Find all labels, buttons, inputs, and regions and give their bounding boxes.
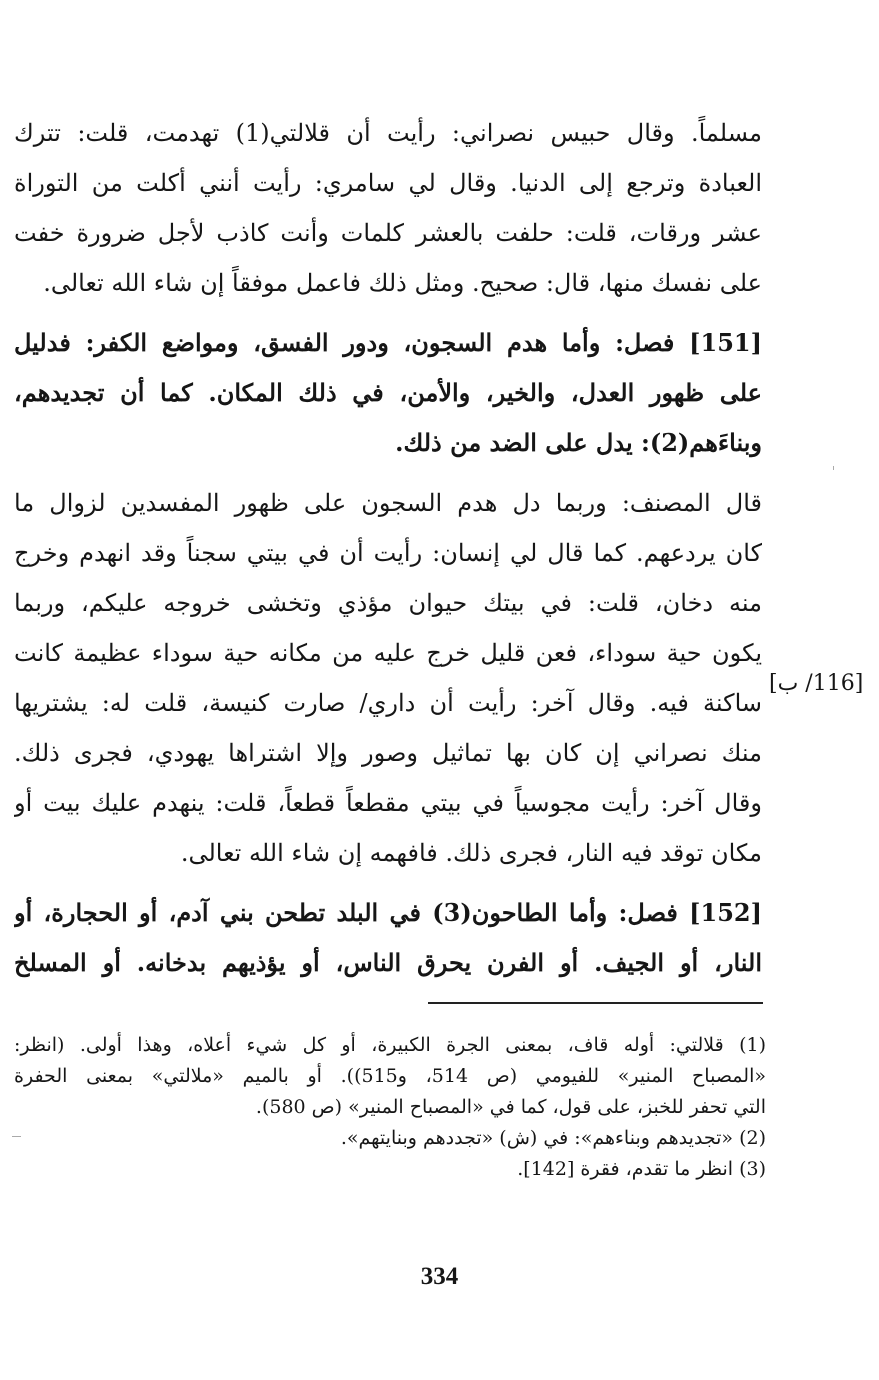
text-line: منه دخان، قلت: في بيتك حيوان مؤذي وتخشى خروجه عليكم، وربما	[14, 589, 762, 617]
text-line: النار، أو الجيف. أو الفرن يحرق الناس، أو يؤذيهم بدخانه. أو المسلخ	[14, 948, 762, 977]
paragraph-1	[14, 108, 762, 308]
footnote-line: (3) انظر ما تقدم، فقرة [142].	[517, 1158, 766, 1180]
text-line: كان يردعهم. كما قال لي إنسان: رأيت أن في بيتي سجناً وقد انهدم وخرج	[14, 539, 762, 567]
text-line: عشر ورقات، قلت: حلفت بالعشر كلمات وأنت كاذب لأجل ضرورة خفت	[14, 219, 762, 247]
footnote-line: «المصباح المنير» للفيومي (ص 514، و515)). أو بالميم «ملالتي» بمعنى الحفرة	[14, 1065, 766, 1087]
text-line: على ظهور العدل، والخير، والأمن، في ذلك المكان. كما أن تجديدهم،	[14, 378, 762, 407]
section-152	[14, 888, 762, 988]
footnote-line: (1) قلالتي: أوله قاف، بمعنى الجرة الكبيرة، أو كل شيء أعلاه، وهذا أولى. (انظر:	[14, 1034, 766, 1056]
footnote-divider	[428, 1002, 763, 1004]
text-line: وبناءَهم(2): يدل على الضد من ذلك.	[395, 428, 762, 457]
text-line: على نفسك منها، قال: صحيح. ومثل ذلك فاعمل موفقاً إن شاء الله تعالى.	[43, 269, 762, 297]
scan-speck	[12, 1136, 21, 1137]
footnote-3	[14, 1154, 766, 1185]
text-line: قال المصنف: وربما دل هدم السجون على ظهور المفسدين لزوال ما	[14, 489, 762, 517]
text-line: منك نصراني إن كان بها تماثيل وصور وإلا اشتراها يهودي، فجرى ذلك.	[14, 739, 762, 767]
text-line: [151] فصل: وأما هدم السجون، ودور الفسق، ومواضع الكفر: فدليل	[14, 328, 762, 357]
text-line: العبادة وترجع إلى الدنيا. وقال لي سامري: رأيت أنني أكلت من التوراة	[14, 169, 762, 197]
page-number: 334	[420, 1263, 459, 1290]
author-commentary	[14, 478, 762, 878]
text-line: يكون حية سوداء، فعن قليل خرج عليه من مكانه حية سوداء عظيمة كانت	[14, 639, 762, 667]
text-line: مسلماً. وقال حبيس نصراني: رأيت أن قلالتي(1) تهدمت، قلت: تترك	[14, 119, 762, 147]
text-line: ساكنة فيه. وقال آخر: رأيت أن داري/ صارت كنيسة، قلت له: يشتريها	[14, 689, 762, 717]
footnote-line: التي تحفر للخبز، على قول، كما في «المصباح المنير» (ص 580).	[255, 1096, 766, 1118]
text-line: وقال آخر: رأيت مجوسياً في بيتي مقطعاً قطعاً، قلت: ينهدم عليك بيت أو	[14, 789, 762, 817]
footnote-line: (2) «تجديدهم وبناءهم»: في (ش) «تجددهم وبنايتهم».	[340, 1127, 766, 1149]
main-text	[14, 108, 762, 998]
footnotes	[14, 1030, 766, 1185]
text-line: [152] فصل: وأما الطاحون(3) في البلد تطحن بني آدم، أو الحجارة، أو	[14, 898, 762, 927]
section-151	[14, 318, 762, 468]
text-line: مكان توقد فيه النار، فجرى ذلك. فافهمه إن شاء الله تعالى.	[180, 839, 762, 867]
footnote-1	[14, 1030, 766, 1123]
footnote-2	[14, 1123, 766, 1154]
scan-speck	[833, 466, 834, 470]
manuscript-folio-marker: [116/ ب]	[769, 671, 864, 696]
